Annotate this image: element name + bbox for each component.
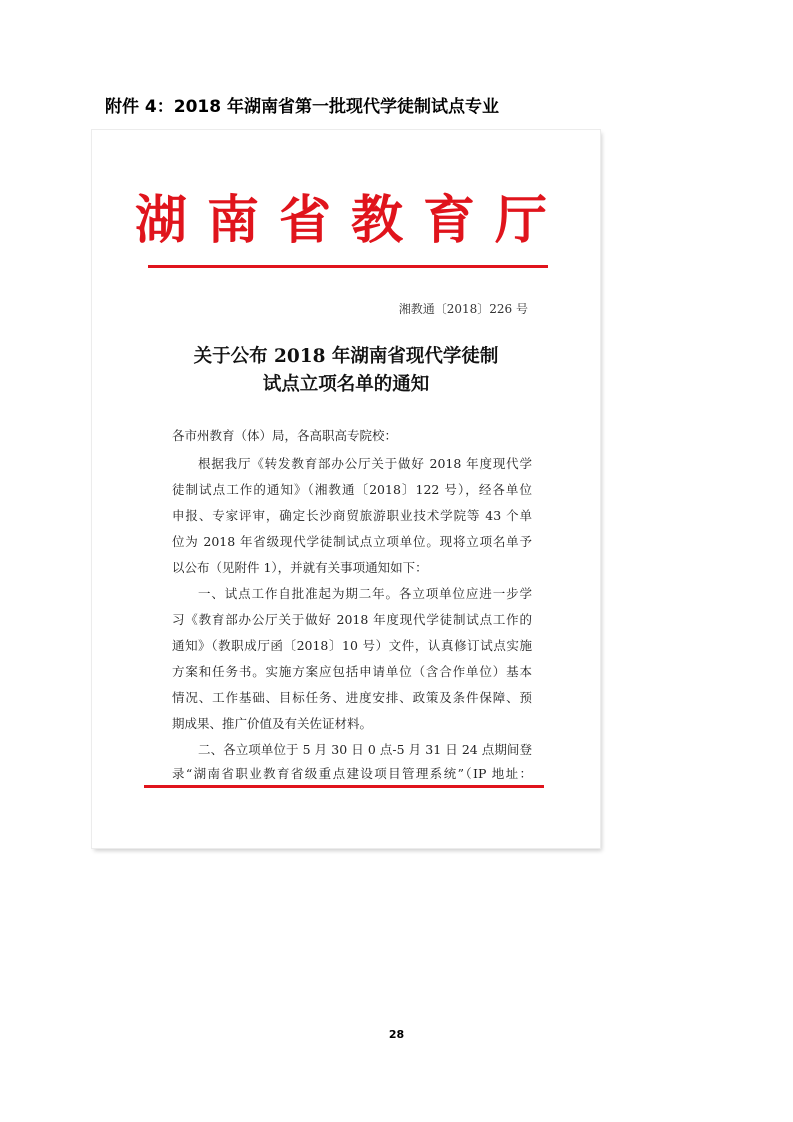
scanned-document xyxy=(92,130,600,848)
body-line: 申报、专家评审，确定长沙商贸旅游职业技术学院等 43 个单 xyxy=(172,508,532,523)
document-title-line-1: 关于公布 2018 年湖南省现代学徒制 xyxy=(193,346,499,367)
body-line: 根据我厅《转发教育部办公厅关于做好 2018 年度现代学 xyxy=(198,456,532,471)
header-red-rule xyxy=(148,265,548,268)
document-title-line-2: 试点立项名单的通知 xyxy=(262,374,430,395)
body-line: 期成果、推广价值及有关佐证材料。 xyxy=(172,716,373,731)
body-line: 通知》（教职成厅函〔2018〕10 号）文件，认真修订试点实施 xyxy=(172,638,532,653)
page-number: 28 xyxy=(388,1028,405,1041)
document-header: 湖南省教育厅 xyxy=(134,190,567,251)
body-line: 位为 2018 年省级现代学徒制试点立项单位。现将立项名单予 xyxy=(172,534,532,549)
body-line: 习《教育部办公厅关于做好 2018 年度现代学徒制试点工作的 xyxy=(172,612,532,627)
body-line: 方案和任务书。实施方案应包括申请单位（含合作单位）基本 xyxy=(172,664,532,679)
body-line: 徒制试点工作的通知》（湘教通〔2018〕122 号），经各单位 xyxy=(172,482,532,497)
body-line: 二、各立项单位于 5 月 30 日 0 点-5 月 31 日 24 点期间登 xyxy=(198,742,532,757)
footer-red-rule xyxy=(144,785,544,788)
body-line: 录“湖南省职业教育省级重点建设项目管理系统”（IP 地址： xyxy=(172,766,532,781)
body-line: 一、试点工作自批准起为期二年。各立项单位应进一步学 xyxy=(198,586,532,601)
attachment-heading: 附件 4：2018 年湖南省第一批现代学徒制试点专业 xyxy=(105,97,499,117)
body-line: 以公布（见附件 1），并就有关事项通知如下： xyxy=(172,560,428,575)
salutation: 各市州教育（体）局，各高职高专院校： xyxy=(172,428,398,443)
body-line: 情况、工作基础、目标任务、进度安排、政策及条件保障、预 xyxy=(172,690,532,705)
document-number: 湘教通〔2018〕226 号 xyxy=(398,302,528,316)
